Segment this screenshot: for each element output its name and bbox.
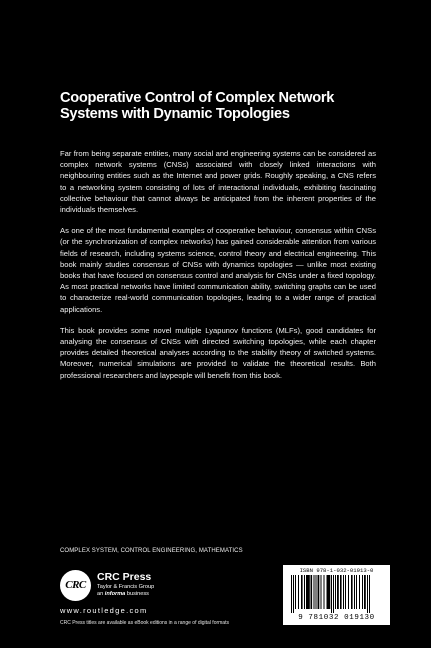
barcode — [283, 565, 390, 625]
barcode-number: 9 781032 019130 — [298, 614, 375, 622]
crc-logo-icon — [60, 570, 91, 601]
publisher-name: CRC Press — [97, 571, 152, 583]
blurb-paragraph-1: Far from being separate entities, many social and engineering systems can be considered as complex network systems (CNSs) associated with closely linked interactions with neighbouring entities such as the Internet and power grids. Roughly speaking, a CNS refers to a networking system consisting of lots of interactional individuals, exhibiting fascinating collective behaviour that cannot always be anticipated from the inherent properties of the individuals themselves. — [60, 149, 376, 215]
barcode-bars-icon — [289, 575, 384, 613]
blurb-paragraph-2: As one of the most fundamental examples of cooperative behaviour, consensus within CNSs (or the synchronization of complex networks) has gained considerable attention from various fields of research, including systems science, control theory and electrical engineering. This book mainly studies consensus of CNSs with dynamics topologies — unlike most existing books that have focused on consensus control and analysis for CNSs under a fixed topology. As most practical networks have limited communication ability, switching graphs can be used to characterize real-world communication topologies, leading to a wider range of practical applications. — [60, 226, 376, 314]
book-title: Cooperative Control of Complex Network Systems with Dynamic Topologies — [60, 90, 335, 122]
publisher-group: Taylor & Francis Group — [97, 584, 155, 590]
ebook-note: CRC Press titles are available as eBook editions in a range of digital formats — [60, 620, 229, 626]
publisher-affiliation: an informa business — [97, 591, 149, 597]
logo-text: CRC — [65, 579, 86, 591]
informa-brand: informa — [104, 591, 126, 597]
blurb-paragraph-3: This book provides some novel multiple Lyapunov functions (MLFs), good candidates for analysing the consensus of CNSs with directed switching topologies, while each chapter provides detailed theoretical analyses according to the stability theory of switched systems. Moreover, numerical simulations are provided to validate the theoretical results. Both professional researchers and laypeople will benefit from this book. — [60, 325, 376, 380]
blurb — [60, 148, 376, 391]
isbn-label: ISBN 978-1-032-01913-0 — [299, 567, 374, 574]
website-link[interactable]: www.routledge.com — [60, 606, 148, 615]
subject-categories: COMPLEX SYSTEM, CONTROL ENGINEERING, MATHEMATICS — [60, 548, 243, 554]
